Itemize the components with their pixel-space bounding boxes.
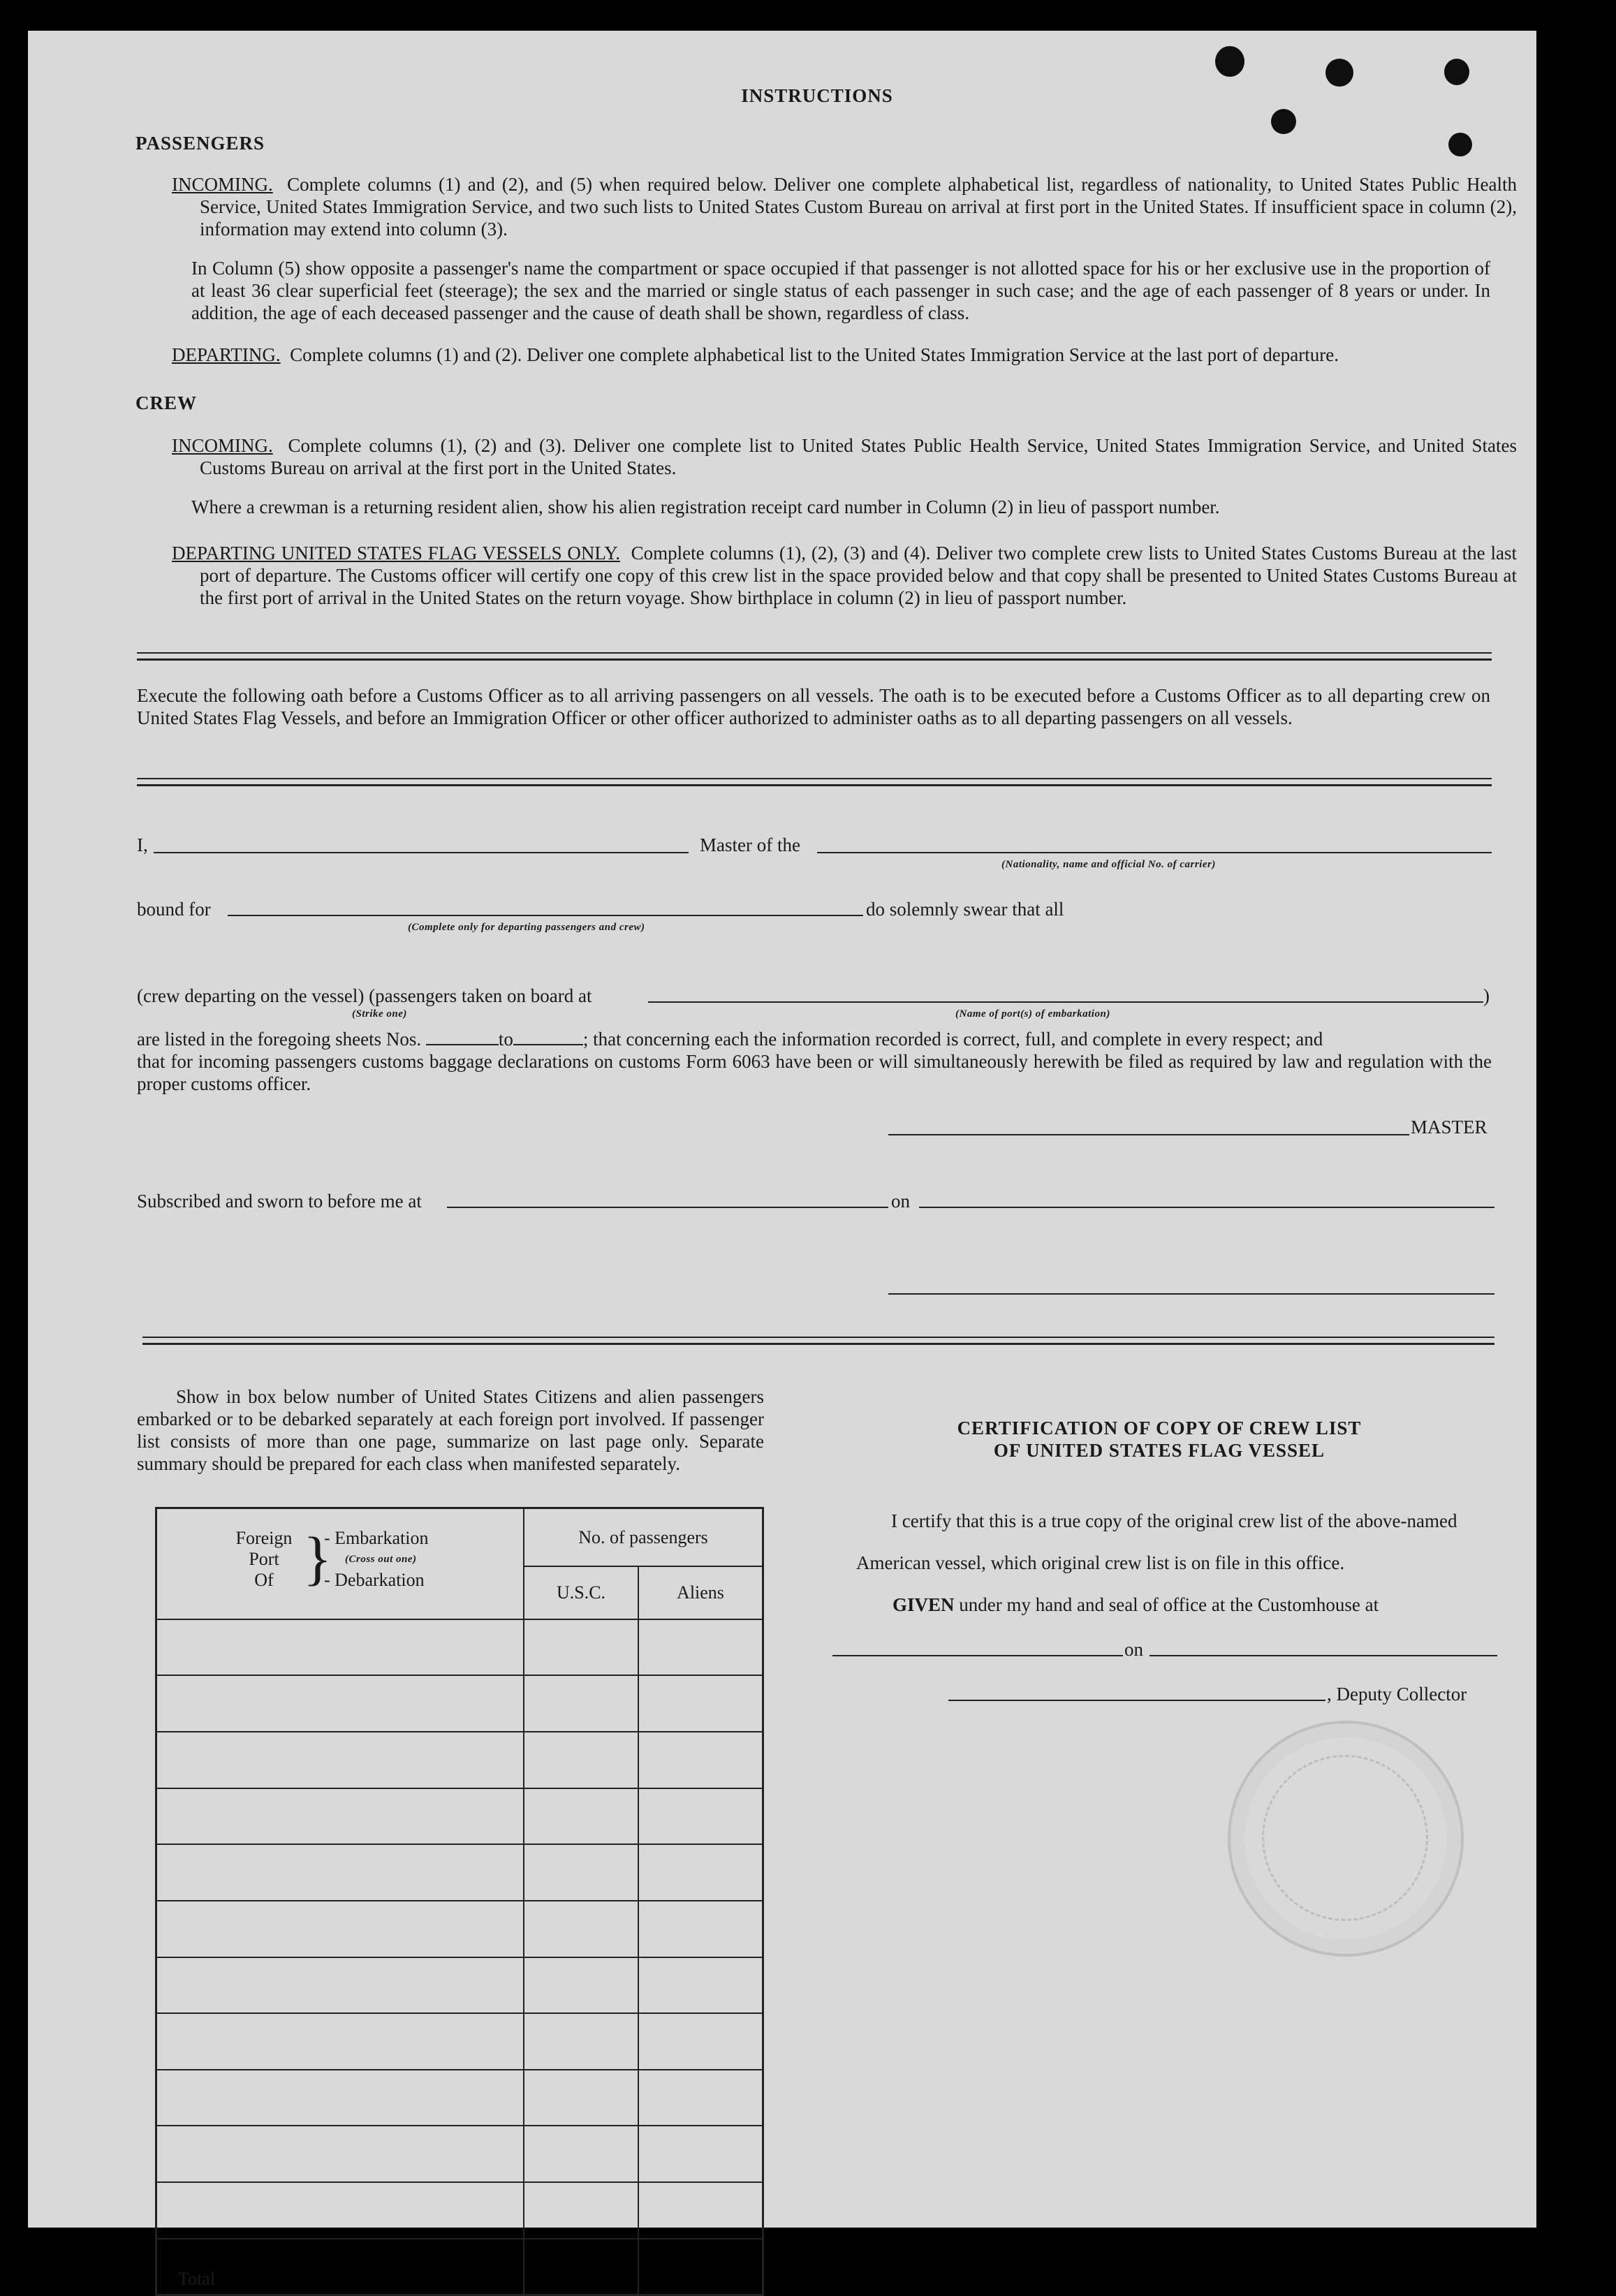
given-paragraph [893,1594,1379,1616]
listed-prefix: are listed in the foregoing sheets Nos. [137,1029,422,1050]
port-cell[interactable] [156,1844,524,1901]
master-label: MASTER [1411,1117,1488,1138]
crew-departing-label: DEPARTING UNITED STATES FLAG VESSELS ONLY. [172,543,620,564]
cert-date-field[interactable] [1149,1655,1497,1656]
ink-blot [1444,59,1469,85]
passengers-incoming-label: INCOMING. [172,174,273,195]
sworn-on-label: on [891,1191,910,1212]
crew-departing-text: Complete columns (1), (2), (3) and (4). Deliver two complete crew lists to United States Customs Bureau at the last port of departure. The Customs officer will certify one copy of this crew list in the space provided below and that copy shall be presented to United States Customs Bureau at the first port of arrival in the United States on the return voyage. Show birthplace in column (2) in lieu of passport number. [200,543,1517,608]
total-label: Total [156,2239,524,2295]
strike-caption: (Strike one) [352,1008,407,1020]
aliens-cell[interactable] [638,1619,763,1676]
col-cross-out: (Cross out one) [345,1554,417,1566]
ports-caption: (Name of port(s) of embarkation) [955,1008,1110,1020]
table-row [156,2013,763,2070]
summary-instructions: Show in box below number of United States Citizens and alien passengers embarked or to be debarked separately at each foreign port involved. If passenger list consists of more than one page, summarize on last page only. Separate summary should be prepared for each class when manifested separately. [137,1386,764,1474]
aliens-cell[interactable] [638,1675,763,1732]
table-row [156,1901,763,1957]
usc-cell[interactable] [524,2126,638,2182]
section-divider [137,778,1492,786]
aliens-cell[interactable] [638,1732,763,1788]
aliens-cell[interactable] [638,1901,763,1957]
passengers-incoming-text: Complete columns (1) and (2), and (5) when required below. Deliver one complete alphabetical list, regardless of nationality, to United States Public Health Service, United States Immigration Service, and two such lists to United States Custom Bureau on arrival at first port in the United States. If insufficient space in column (2), information may extend into column (3). [200,174,1518,240]
col-debarkation: - Debarkation [324,1570,425,1591]
port-cell[interactable] [156,1619,524,1676]
brace-glyph: } [303,1524,332,1592]
port-header-cell [156,1508,524,1619]
aliens-cell[interactable] [638,2013,763,2070]
ink-blot [1271,109,1296,134]
given-label: GIVEN [893,1594,955,1615]
close-paren: ) [1483,985,1490,1006]
aliens-total-cell[interactable] [638,2239,763,2295]
passengers-incoming-paragraph [172,173,1517,240]
usc-cell[interactable] [524,1844,638,1901]
certification-title-2: OF UNITED STATES FLAG VESSEL [993,1440,1325,1461]
ink-blot [1448,133,1472,156]
col-foreign: Foreign [235,1528,293,1549]
certification-title-1: CERTIFICATION OF COPY OF CREW LIST [957,1418,1362,1438]
sworn-at-field[interactable] [447,1207,888,1208]
aliens-cell[interactable] [638,1957,763,2014]
section-divider [137,652,1492,661]
usc-cell[interactable] [524,1957,638,2014]
aliens-cell[interactable] [638,1788,763,1845]
col-usc: U.S.C. [524,1566,638,1619]
given-text: under my hand and seal of office at the Customhouse at [959,1594,1379,1615]
col-port: Port [249,1549,279,1570]
section-divider [142,1337,1494,1345]
cert-on-label: on [1124,1639,1143,1660]
ink-blot [1325,59,1353,87]
oath-intro: Execute the following oath before a Customs Officer as to all arriving passengers on all vessels. The oath is to be executed before a Customs Officer as to all departing crew on United States Flag Vessels, and before an Immigration Officer or other officer authorized to administer oaths as to all departing passengers on all vessels. [137,685,1490,728]
table-row [156,1957,763,2014]
deputy-label: , Deputy Collector [1327,1684,1467,1705]
col-passengers: No. of passengers [524,1508,763,1567]
usc-cell[interactable] [524,1675,638,1732]
col-aliens: Aliens [638,1566,763,1619]
crew-departing-paragraph [172,542,1517,609]
usc-cell[interactable] [524,2013,638,2070]
usc-cell[interactable] [524,1901,638,1957]
passengers-departing-paragraph [172,344,1492,366]
usc-cell[interactable] [524,1619,638,1676]
certify-text-1: I certify that this is a true copy of the original crew list of the above-named [891,1510,1457,1531]
bound-for-label: bound for [137,899,211,920]
sworn-on-field[interactable] [919,1207,1494,1208]
usc-cell[interactable] [524,1788,638,1845]
crew-incoming-text: Complete columns (1), (2) and (3). Deliver one complete list to United States Public Health Service, United States Immigration Service, and United States Customs Bureau on arrival at the first port in the United States. [200,435,1518,478]
bound-caption: (Complete only for departing passengers and crew) [408,922,645,933]
table-row [156,1619,763,1676]
passengers-column5-paragraph: In Column (5) show opposite a passenger's name the compartment or space occupied if that passenger is not allotted space for his or her exclusive use in the proportion of at least 36 clear superficial feet (steerage); the sex and the married or single status of each passenger in such case; and the age of each passenger of 8 years or under. In addition, the age of each deceased passenger and the cause of death shall be shown, regardless of class. [191,258,1490,323]
port-cell[interactable] [156,2070,524,2126]
crew-heading: CREW [135,392,198,413]
master-signature-field[interactable] [888,1134,1409,1135]
master-name-field[interactable] [154,852,689,853]
table-row [156,1732,763,1788]
bound-for-field[interactable] [228,915,863,916]
table-row [156,1844,763,1901]
usc-cell[interactable] [524,2070,638,2126]
embarkation-ports-field[interactable] [648,1001,1483,1003]
usc-total-cell[interactable] [524,2239,638,2295]
table-row [156,2126,763,2182]
listed-suffix: ; that concerning each the information recorded is correct, full, and complete in every respect; and [582,1029,1323,1050]
aliens-cell[interactable] [638,2182,763,2239]
col-of: Of [254,1570,274,1591]
listed-paragraph [137,1028,1492,1050]
customs-seal [1228,1721,1464,1957]
port-cell[interactable] [156,1901,524,1957]
usc-cell[interactable] [524,1732,638,1788]
total-row [156,2239,763,2295]
port-cell[interactable] [156,2126,524,2182]
port-cell[interactable] [156,2013,524,2070]
crew-resident-paragraph: Where a crewman is a returning resident alien, show his alien registration receipt card number in Column (2) in lieu of passport number. [191,496,1220,517]
table-row [156,1675,763,1732]
listed-paragraph-2: that for incoming passengers customs baggage declarations on customs Form 6063 have been or will simultaneously herewith be filed as required by law and regulation with the proper customs officer. [137,1051,1492,1094]
passenger-summary-table [155,1507,764,2296]
master-of-label: Master of the [700,834,800,855]
certify-text-2: American vessel, which original crew list is on file in this office. [856,1552,1345,1573]
col-embarkation: - Embarkation [324,1528,429,1549]
port-cell[interactable] [156,1675,524,1732]
to-label: to [498,1029,513,1050]
aliens-cell[interactable] [638,2070,763,2126]
crew-incoming-label: INCOMING. [172,435,273,456]
table-row [156,2182,763,2239]
passengers-departing-label: DEPARTING. [172,344,281,365]
port-cell[interactable] [156,1788,524,1845]
officer-signature-field[interactable] [888,1293,1494,1295]
sheet-to-field[interactable] [513,1029,583,1045]
table-header-row-1 [156,1508,763,1567]
swear-text: do solemnly swear that all [866,899,1064,920]
port-cell[interactable] [156,2182,524,2239]
page-title: INSTRUCTIONS [741,85,893,106]
aliens-cell[interactable] [638,1844,763,1901]
table-row [156,1788,763,1845]
subscribed-label: Subscribed and sworn to before me at [137,1191,422,1212]
table-row [156,2070,763,2126]
port-cell[interactable] [156,1957,524,2014]
form-page [28,31,1536,2289]
carrier-field[interactable] [817,852,1492,853]
crew-incoming-paragraph [172,434,1517,479]
usc-cell[interactable] [524,2182,638,2239]
ink-blot [1215,46,1244,77]
customhouse-field[interactable] [832,1655,1123,1656]
passengers-heading: PASSENGERS [135,133,265,154]
crew-passengers-text: (crew departing on the vessel) (passengers taken on board at [137,985,592,1006]
passengers-departing-text: Complete columns (1) and (2). Deliver one complete alphabetical list to the United States Immigration Service at the last port of departure. [290,344,1339,365]
oath-i-label: I, [137,834,148,855]
sheet-from-field[interactable] [426,1029,499,1045]
deputy-signature-field[interactable] [948,1700,1325,1701]
port-cell[interactable] [156,1732,524,1788]
carrier-caption: (Nationality, name and official No. of carrier) [1001,859,1216,870]
aliens-cell[interactable] [638,2126,763,2182]
